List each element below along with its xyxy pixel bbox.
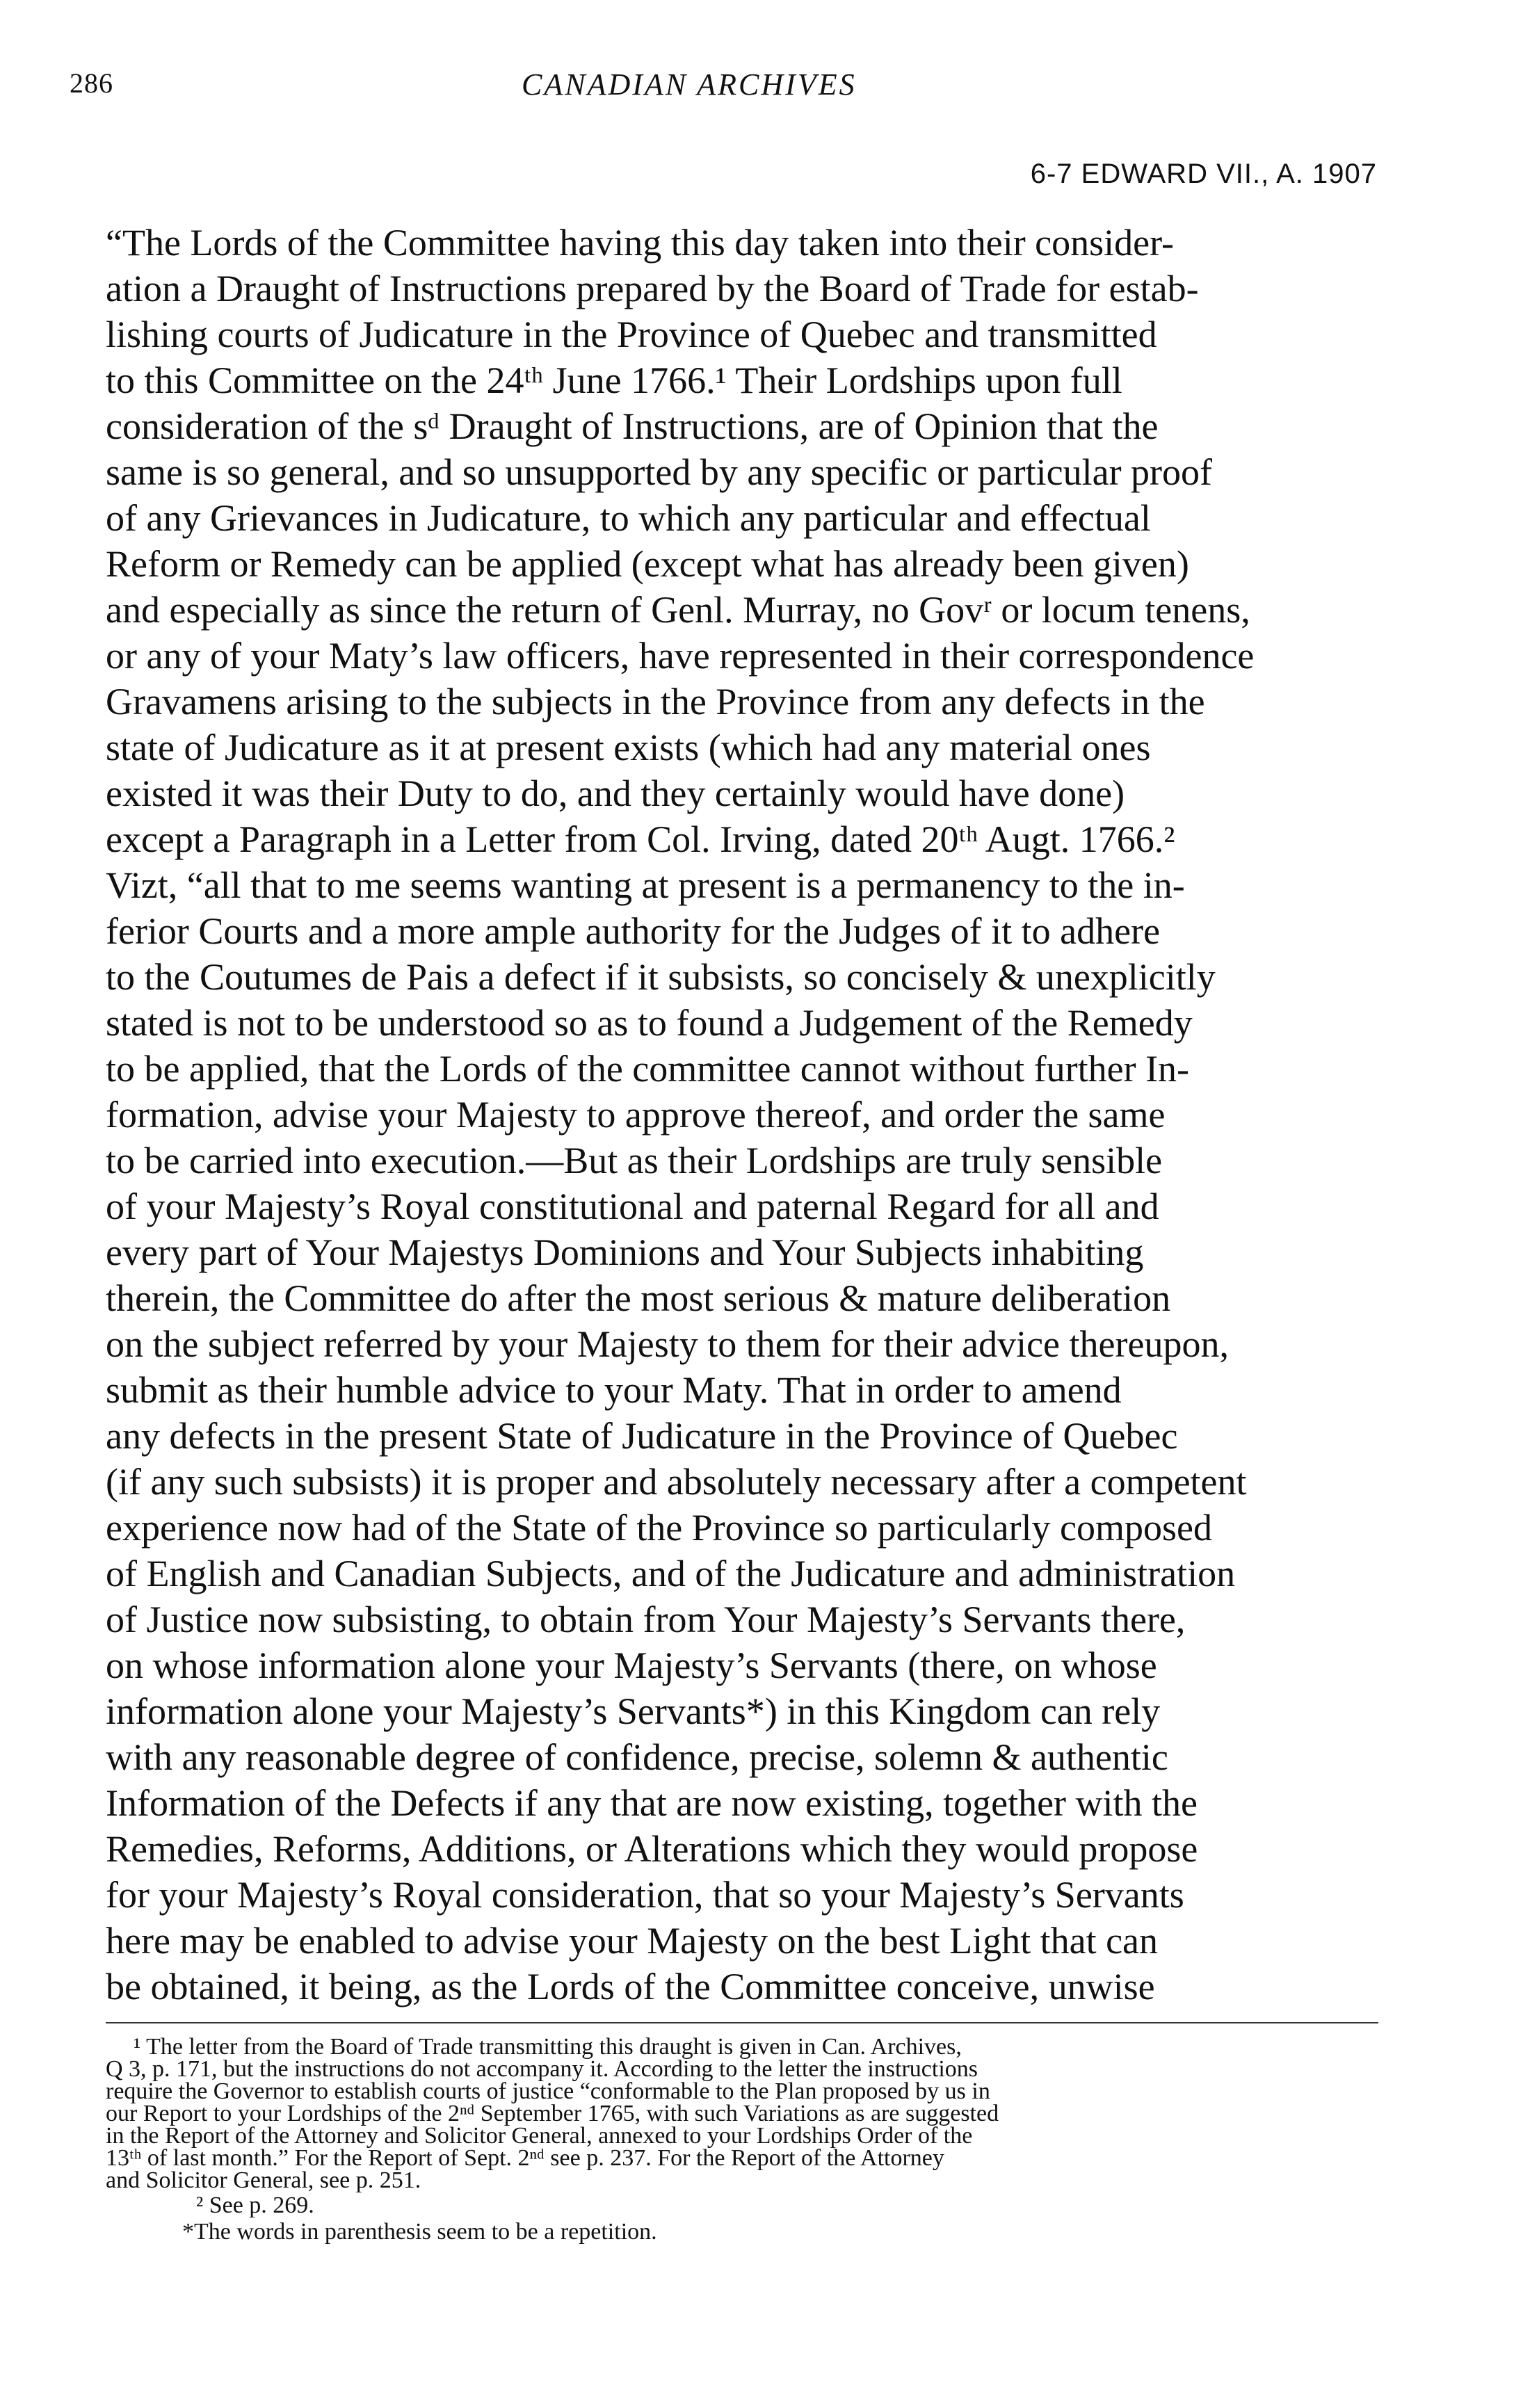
page-number: 286 (70, 67, 113, 99)
footnotes (106, 2036, 1378, 2243)
footnote-divider (106, 2022, 1378, 2023)
footnote-1: ¹ The letter from the Board of Trade transmitting this draught is given in Can. Archives, Q 3, p. 171, but the instructions do not accompany it. According to the letter the instructions require the Governor to establish courts of justice “conformable to the Plan proposed by us in our Report to your Lordships of the 2ⁿᵈ September 1765, with such Variations as are suggested in the Report of the Attorney and Solicitor General, annexed to your Lordships Order of the 13ᵗʰ of last month.” For the Report of Sept. 2ⁿᵈ see p. 237. For the Report of the Attorney and Solicitor General, see p. 251. (106, 2034, 999, 2193)
footnote-star: *The words in parenthesis seem to be a repetition. (182, 2219, 657, 2245)
running-title: CANADIAN ARCHIVES (522, 67, 857, 102)
body-text: “The Lords of the Committee having this day taken into their consider- ation a Draught of Instructions prepared by the Board of Trade for estab- lishing courts of Judicature in the Province of Quebec and transmitted to this Committee on the 24ᵗʰ June 1766.¹ Their Lordships upon full consideration of the sᵈ Draught of Instructions, are of Opinion that the same is so general, and so unsupported by any specific or particular proof of any Grievances in Judicature, to which any particular and effectual Reform or Remedy can be applied (except what has already been given) and especially as since the return of Genl. Murray, no Govʳ or locum tenens, or any of your Maty’s law officers, have represented in their correspondence Gravamens arising to the subjects in the Province from any defects in the state of Judicature as it at present exists (which had any material ones existed it was their Duty to do, and they certainly would have done) except a Paragraph in a Letter from Col. Irving, dated 20ᵗʰ Augt. 1766.² Vizt, “all that to me seems wanting at present is a permanency to the in- ferior Courts and a more ample authority for the Judges of it to adhere to the Coutumes de Pais a defect if it subsists, so concisely & unexplicitly stated is not to be understood so as to found a Judgement of the Remedy to be applied, that the Lords of the committee cannot without further In- formation, advise your Majesty to approve thereof, and order the same to be carried into execution.—But as their Lordships are truly sensible of your Majesty’s Royal constitutional and paternal Regard for all and every part of Your Majestys Dominions and Your Subjects inhabiting therein, the Committee do after the most serious & mature deliberation on the subject referred by your Majesty to them for their advice thereupon, submit as their humble advice to your Maty. That in order to amend any defects in the present State of Judicature in the Province of Quebec (if any such subsists) it is proper and absolutely necessary after a competent experience now had of the State of the Province so particularly composed of English and Canadian Subjects, and of the Judicature and administration of Justice now subsisting, to obtain from Your Majesty’s Servants there, on whose information alone your Majesty’s Servants (there, on whose information alone your Majesty’s Servants*) in this Kingdom can rely with any reasonable degree of confidence, precise, solemn & authentic Information of the Defects if any that are now existing, together with the Remedies, Reforms, Additions, or Alterations which they would propose for your Majesty’s Royal consideration, that so your Majesty’s Servants here may be enabled to advise your Majesty on the best Light that can be obtained, it being, as the Lords of the Committee conceive, unwise (106, 222, 1255, 2007)
session-label: 6-7 EDWARD VII., A. 1907 (1030, 159, 1377, 189)
footnote-2: ² See p. 269. (196, 2192, 314, 2218)
